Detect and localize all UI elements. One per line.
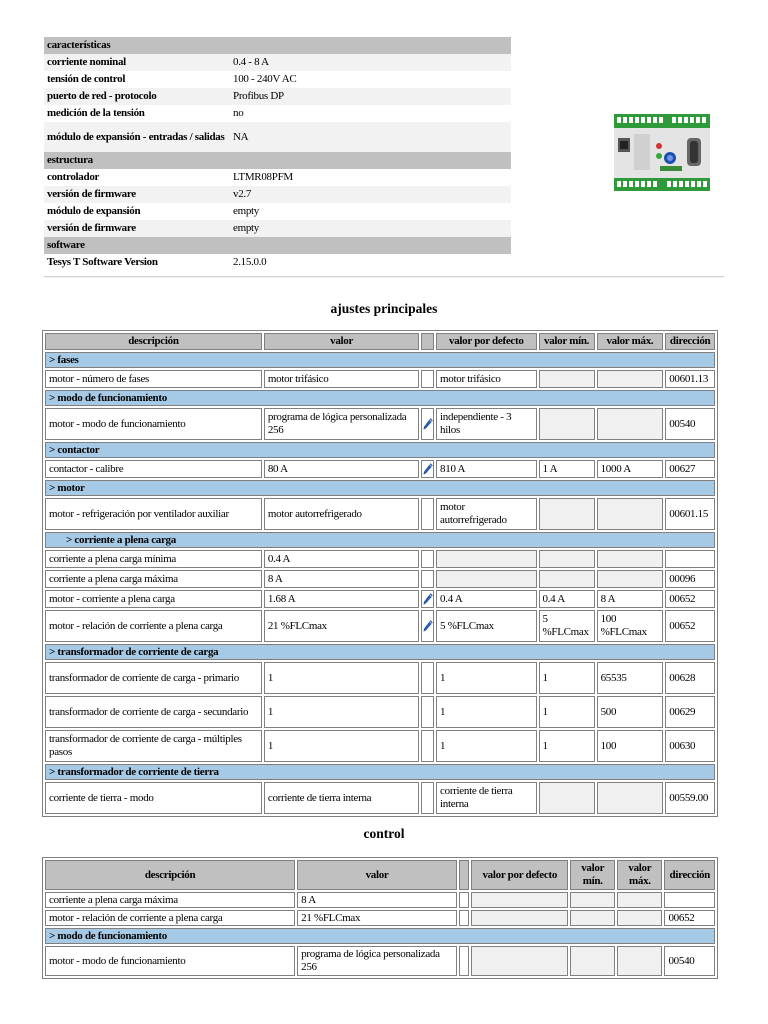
description-cell: motor - modo de funcionamiento (45, 946, 295, 976)
info-label: módulo de expansión - entradas / salidas (44, 122, 230, 152)
info-value (230, 152, 511, 169)
min-cell (570, 910, 615, 926)
info-label: puerto de red - protocolo (44, 88, 230, 105)
control-table (42, 857, 718, 979)
info-value: empty (230, 220, 511, 237)
min-cell: 1 (539, 662, 595, 694)
value-cell: 1 (264, 730, 420, 762)
address-cell: 00601.13 (665, 370, 715, 388)
table-row (45, 910, 715, 926)
max-cell (597, 498, 664, 530)
description-cell: corriente a plena carga mínima (45, 550, 262, 568)
address-cell: 00652 (665, 610, 715, 642)
edit-cell (421, 550, 434, 568)
column-header: valor (264, 333, 420, 350)
default-cell: motor autorrefrigerado (436, 498, 536, 530)
info-value: Profibus DP (230, 88, 511, 105)
edit-cell[interactable] (421, 610, 434, 642)
min-cell (539, 782, 595, 814)
description-cell: motor - relación de corriente a plena carga (45, 910, 295, 926)
info-label: estructura (44, 152, 230, 169)
min-cell: 1 (539, 696, 595, 728)
column-header (421, 333, 434, 350)
info-row (44, 169, 511, 186)
info-value: 100 - 240V AC (233, 73, 297, 85)
value-cell: 1.68 A (264, 590, 420, 608)
default-cell: independiente - 3 hilos (436, 408, 536, 440)
group-label: > contactor (45, 442, 715, 458)
group-row (45, 352, 715, 368)
default-cell (471, 892, 568, 908)
column-header: descripción (45, 860, 295, 890)
value-cell: motor autorrefrigerado (264, 498, 420, 530)
info-label: software (44, 237, 230, 254)
address-cell: 00540 (665, 408, 715, 440)
description-cell: contactor - calibre (45, 460, 262, 478)
info-row (44, 122, 511, 152)
edit-cell (421, 696, 434, 728)
max-cell (597, 408, 664, 440)
min-cell: 0.4 A (539, 590, 595, 608)
column-header: valor por defecto (436, 333, 536, 350)
value-cell: 1 (264, 696, 420, 728)
info-row (44, 220, 511, 237)
column-header: descripción (45, 333, 262, 350)
pencil-edit-icon[interactable] (423, 463, 433, 475)
group-label: > motor (45, 480, 715, 496)
column-header: valor mín. (539, 333, 595, 350)
min-cell: 1 A (539, 460, 595, 478)
description-cell: transformador de corriente de carga - múltiples pasos (45, 730, 262, 762)
info-row (44, 88, 511, 105)
description-cell: motor - número de fases (45, 370, 262, 388)
max-cell: 100 (597, 730, 664, 762)
address-cell (665, 550, 715, 568)
min-cell: 5 %FLCmax (539, 610, 595, 642)
edit-cell (459, 892, 470, 908)
max-cell (617, 892, 662, 908)
info-row (44, 71, 511, 88)
table-row (45, 590, 715, 608)
info-row (44, 254, 511, 271)
default-cell: corriente de tierra interna (436, 782, 536, 814)
address-cell: 00630 (665, 730, 715, 762)
min-cell (539, 570, 595, 588)
max-cell (617, 910, 662, 926)
column-header: dirección (664, 860, 715, 890)
group-label: > transformador de corriente de tierra (45, 764, 715, 780)
ajustes-table (42, 330, 718, 817)
info-value (230, 37, 511, 54)
edit-cell (421, 662, 434, 694)
default-cell: 1 (436, 730, 536, 762)
table-row (45, 550, 715, 568)
table-row (45, 610, 715, 642)
max-cell (597, 782, 664, 814)
default-cell (436, 550, 536, 568)
pencil-edit-icon[interactable] (423, 593, 433, 605)
min-cell (539, 498, 595, 530)
section-title-control: control (363, 826, 405, 841)
table-row (45, 696, 715, 728)
address-cell: 00096 (665, 570, 715, 588)
default-cell: motor trifásico (436, 370, 536, 388)
info-label: versión de firmware (44, 220, 230, 237)
info-label: corriente nominal (44, 54, 230, 71)
min-cell (570, 946, 615, 976)
description-cell: motor - corriente a plena carga (45, 590, 262, 608)
address-cell: 00601.15 (665, 498, 715, 530)
edit-cell[interactable] (421, 460, 434, 478)
table-row (45, 730, 715, 762)
max-cell: 1000 A (597, 460, 664, 478)
info-table (44, 37, 511, 271)
group-label: > corriente a plena carga (45, 532, 715, 548)
value-cell: 1 (264, 662, 420, 694)
group-row (45, 928, 715, 944)
max-cell (617, 946, 662, 976)
max-cell: 8 A (597, 590, 664, 608)
min-cell (539, 408, 595, 440)
info-value: NA (230, 122, 511, 152)
info-label: versión de firmware (44, 186, 230, 203)
column-header (459, 860, 470, 890)
column-header: valor máx. (617, 860, 662, 890)
pencil-edit-icon[interactable] (423, 620, 433, 632)
max-cell (597, 370, 664, 388)
min-cell (570, 892, 615, 908)
address-cell: 00540 (664, 946, 715, 976)
description-cell: motor - relación de corriente a plena carga (45, 610, 262, 642)
value-cell: corriente de tierra interna (264, 782, 420, 814)
max-cell (597, 550, 664, 568)
description-cell: corriente a plena carga máxima (45, 892, 295, 908)
value-cell: 21 %FLCmax (264, 610, 420, 642)
group-label: > transformador de corriente de carga (45, 644, 715, 660)
description-cell: corriente de tierra - modo (45, 782, 262, 814)
edit-cell[interactable] (421, 590, 434, 608)
default-cell: 1 (436, 662, 536, 694)
info-label: controlador (47, 171, 100, 183)
info-value: no (233, 107, 244, 119)
pencil-edit-icon[interactable] (423, 418, 433, 430)
default-cell: 5 %FLCmax (436, 610, 536, 642)
min-cell (539, 550, 595, 568)
info-section-header (44, 237, 511, 254)
max-cell: 500 (597, 696, 664, 728)
edit-cell (421, 370, 434, 388)
table-row (45, 460, 715, 478)
table-row (45, 408, 715, 440)
table-row (45, 662, 715, 694)
table-row (45, 498, 715, 530)
max-cell: 100 %FLCmax (597, 610, 664, 642)
info-label: medición de la tensión (47, 107, 145, 119)
column-header: valor por defecto (471, 860, 568, 890)
info-value: 0.4 - 8 A (230, 54, 511, 71)
max-cell (597, 570, 664, 588)
info-value (230, 237, 511, 254)
separator (44, 276, 724, 278)
value-cell: 0.4 A (264, 550, 420, 568)
edit-cell (421, 782, 434, 814)
address-cell: 00559.00 (665, 782, 715, 814)
group-row (45, 644, 715, 660)
table-row (45, 782, 715, 814)
edit-cell (421, 730, 434, 762)
address-cell (664, 892, 715, 908)
default-cell: 1 (436, 696, 536, 728)
group-label: > fases (45, 352, 715, 368)
table-row (45, 570, 715, 588)
device-image (612, 112, 712, 193)
group-row (45, 532, 715, 548)
value-cell: 8 A (264, 570, 420, 588)
address-cell: 00629 (665, 696, 715, 728)
description-cell: corriente a plena carga máxima (45, 570, 262, 588)
default-cell: 810 A (436, 460, 536, 478)
table-row (45, 946, 715, 976)
value-cell: 21 %FLCmax (297, 910, 457, 926)
address-cell: 00627 (665, 460, 715, 478)
info-label: características (44, 37, 230, 54)
max-cell: 65535 (597, 662, 664, 694)
address-cell: 00652 (665, 590, 715, 608)
edit-cell (421, 570, 434, 588)
group-row (45, 764, 715, 780)
section-title-ajustes: ajustes principales (330, 301, 438, 316)
value-cell: motor trifásico (264, 370, 420, 388)
edit-cell (421, 498, 434, 530)
column-header: dirección (665, 333, 715, 350)
address-cell: 00652 (664, 910, 715, 926)
edit-cell (459, 910, 470, 926)
edit-cell (459, 946, 470, 976)
info-value: empty (233, 205, 259, 217)
info-label: módulo de expansión (47, 205, 141, 217)
min-cell (539, 370, 595, 388)
description-cell: motor - refrigeración por ventilador auxiliar (45, 498, 262, 530)
group-label: > modo de funcionamiento (45, 390, 715, 406)
info-row (44, 105, 511, 122)
default-cell (471, 910, 568, 926)
min-cell: 1 (539, 730, 595, 762)
group-label: > modo de funcionamiento (45, 928, 715, 944)
edit-cell[interactable] (421, 408, 434, 440)
info-value: LTMR08PFM (233, 171, 293, 183)
description-cell: transformador de corriente de carga - primario (45, 662, 262, 694)
description-cell: transformador de corriente de carga - secundario (45, 696, 262, 728)
info-value: 2.15.0.0 (233, 256, 267, 268)
column-header: valor (297, 860, 457, 890)
description-cell: motor - modo de funcionamiento (45, 408, 262, 440)
table-row (45, 892, 715, 908)
address-cell: 00628 (665, 662, 715, 694)
table-row (45, 370, 715, 388)
info-section-header (44, 152, 511, 169)
value-cell: 80 A (264, 460, 420, 478)
info-row (44, 203, 511, 220)
column-header: valor mín. (570, 860, 615, 890)
default-cell: 0.4 A (436, 590, 536, 608)
value-cell: programa de lógica personalizada 256 (297, 946, 457, 976)
value-cell: programa de lógica personalizada 256 (264, 408, 420, 440)
group-row (45, 442, 715, 458)
info-section-header (44, 37, 511, 54)
info-row (44, 186, 511, 203)
info-row (44, 54, 511, 71)
value-cell: 8 A (297, 892, 457, 908)
info-label: tensión de control (47, 73, 126, 85)
default-cell (436, 570, 536, 588)
default-cell (471, 946, 568, 976)
info-value: v2.7 (230, 186, 511, 203)
info-label: Tesys T Software Version (47, 256, 158, 268)
group-row (45, 480, 715, 496)
column-header: valor máx. (597, 333, 664, 350)
group-row (45, 390, 715, 406)
